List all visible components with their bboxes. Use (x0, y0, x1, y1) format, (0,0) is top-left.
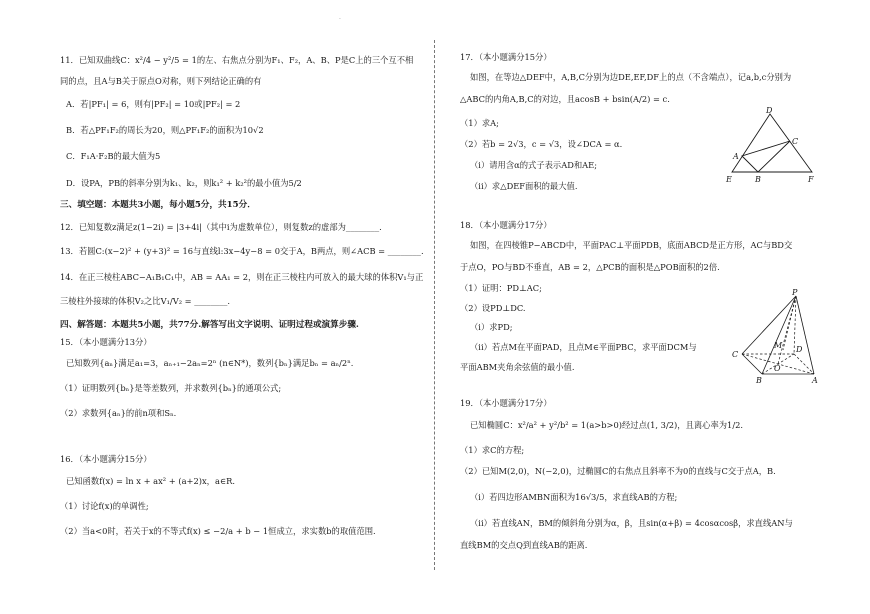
q11-option-c: C．F₁A·F₂B的最大值为5 (66, 151, 161, 161)
pyramid-figure (728, 286, 824, 386)
q18-part1: （1）证明：PD⊥AC; (460, 283, 542, 293)
fig1-label-a: A (733, 152, 739, 161)
q19-part2: （2）已知M(2,0)，N(−2,0)，过椭圆C的右焦点且斜率不为0的直线与C交于点A，B. (460, 466, 776, 476)
fig2-label-c: C (732, 350, 739, 359)
q16-part2: （2）当a<0时，若关于x的不等式f(x) ≤ −2/a + b − 1恒成立，求实数b的取值范围. (60, 526, 376, 536)
fig1-label-c: C (792, 137, 799, 146)
q16-part1: （1）讨论f(x)的单调性; (60, 501, 149, 511)
q12: 12．已知复数z满足z(1−2i) = |3+4i|（其中i为虚数单位），则复数z的虚部为________. (60, 222, 382, 232)
edge-pc (742, 296, 796, 354)
q14-line1: 14．在正三棱柱ABC−A₁B₁C₁中，AB = AA₁ = 2，则在正三棱柱内可放入的最大球的体积V₁与正 (60, 272, 424, 282)
q19-part2-ii-line2: 直线BM的交点Q到直线AB的距离. (460, 540, 588, 550)
fig1-label-b: B (755, 175, 761, 184)
q17-part1: （1）求A; (460, 118, 499, 128)
q15-part1: （1）证明数列{bₙ}是等差数列，并求数列{bₙ}的通项公式; (60, 383, 282, 393)
fig2-label-p: P (792, 288, 798, 297)
q19-title: 19．（本小题满分17分） (460, 398, 552, 408)
section4-heading: 四、解答题：本题共5小题，共77分.解答写出文字说明、证明过程或演算步骤. (60, 320, 359, 330)
q19-part1: （1）求C的方程; (460, 445, 525, 455)
triangle-figure (722, 104, 822, 186)
q18-stem-line2: 于点O，PO与BD不垂直，AB = 2，△PCB的面积是△POB面积的2倍. (460, 262, 720, 272)
q17-stem-line2: △ABC的内角A,B,C的对边，且acosB + bsin(A/2) = c. (460, 94, 670, 104)
fig2-label-m: M (774, 341, 783, 350)
q19-stem: 已知椭圆C：x²/a² + y²/b² = 1(a>b>0)经过点(1, 3/2)，且离心率为1/2. (470, 420, 744, 430)
q17-part2: （2）若b = 2√3，c = √3，设∠DCA = α. (460, 139, 623, 149)
fig2-label-d: D (796, 345, 803, 354)
q11-line1: 11．已知双曲线C：x²/4 − y²/5 = 1的左、右焦点分别为F₁、F₂，A、B、P是C上的三个互不相 (60, 55, 414, 65)
q16-stem: 已知函数f(x) = ln x + ax² + (a+2)x，a∈R. (66, 476, 235, 486)
fig2-label-a: A (812, 376, 818, 385)
segment-pm-hidden (783, 296, 796, 350)
q11-option-b: B．若△PF₁F₂的周长为20，则△PF₁F₂的面积为10√2 (66, 125, 264, 135)
q18-title: 18．（本小题满分17分） (460, 220, 552, 230)
q17-part2-i: （i）请用含α的式子表示AD和AE; (470, 160, 598, 170)
q11-option-a: A．若|PF₁| = 6，则有|PF₂| = 10或|PF₂| = 2 (66, 99, 241, 109)
q16-title: 16．（本小题满分15分） (60, 454, 152, 464)
fig1-label-e: E (726, 175, 732, 184)
column-divider (434, 40, 435, 570)
edge-pb (762, 296, 796, 374)
q18-part2-ii-line1: （ii）若点M在平面PAD，且点M∈平面PBC，求平面DCM与 (470, 342, 697, 352)
q18-stem-line1: 如图，在四棱锥P−ABCD中，平面PAC⊥平面PDB，底面ABCD是正方形，AC与BD交 (470, 240, 793, 250)
q11-line2: 同的点，且A与B关于原点O对称，则下列结论正确的有 (60, 76, 262, 86)
fig1-label-f: F (808, 175, 814, 184)
header-mark: . (339, 14, 341, 21)
q18-part2-ii-line2: 平面ABM夹角余弦值的最小值. (460, 362, 575, 372)
q18-part2: （2）设PD⊥DC. (460, 303, 526, 313)
fig2-label-o: O (774, 364, 781, 373)
edge-pa (796, 296, 814, 374)
triangle-def-outline (732, 114, 812, 172)
q19-part2-i: （i）若四边形AMBN面积为16√3/5，求直线AB的方程; (470, 492, 678, 502)
fig2-label-b: B (756, 376, 762, 385)
q13: 13．若圆C:(x−2)² + (y+3)² = 16与直线l:3x−4y−8 = 0交于A，B两点，则∠ACB = ________. (60, 246, 424, 256)
q17-part2-ii: （ii）求△DEF面积的最大值. (470, 181, 578, 191)
section3-heading: 三、填空题：本题共3小题，每小题5分，共15分． (60, 200, 256, 210)
fig1-label-d: D (766, 106, 773, 115)
q11-option-d: D．设PA，PB的斜率分别为k₁、k₂，则k₁² + k₂²的最小值为5/2 (66, 178, 302, 188)
q17-title: 17．（本小题满分15分） (460, 52, 552, 62)
q15-title: 15．（本小题满分13分） (60, 337, 152, 347)
q15-stem: 已知数列{aₙ}满足a₁=3，aₙ₊₁−2aₙ=2ⁿ (n∈N*)，数列{bₙ}满足bₙ = aₙ/2ⁿ. (66, 358, 354, 368)
q15-part2: （2）求数列{aₙ}的前n项和Sₙ. (60, 408, 177, 418)
q18-part2-i: （i）求PD; (470, 322, 513, 332)
q14-line2: 三棱柱外接球的体积V₂之比V₁/V₂ = ________. (60, 296, 231, 306)
q17-stem-line1: 如图，在等边△DEF中，A,B,C分别为边DE,EF,DF上的点（不含端点），记a,b,c分别为 (470, 72, 792, 82)
q19-part2-ii-line1: （ii）若直线AN，BM的倾斜角分别为α，β，且sin(α+β) = 4cosαcosβ，求直线AN与 (470, 518, 793, 528)
